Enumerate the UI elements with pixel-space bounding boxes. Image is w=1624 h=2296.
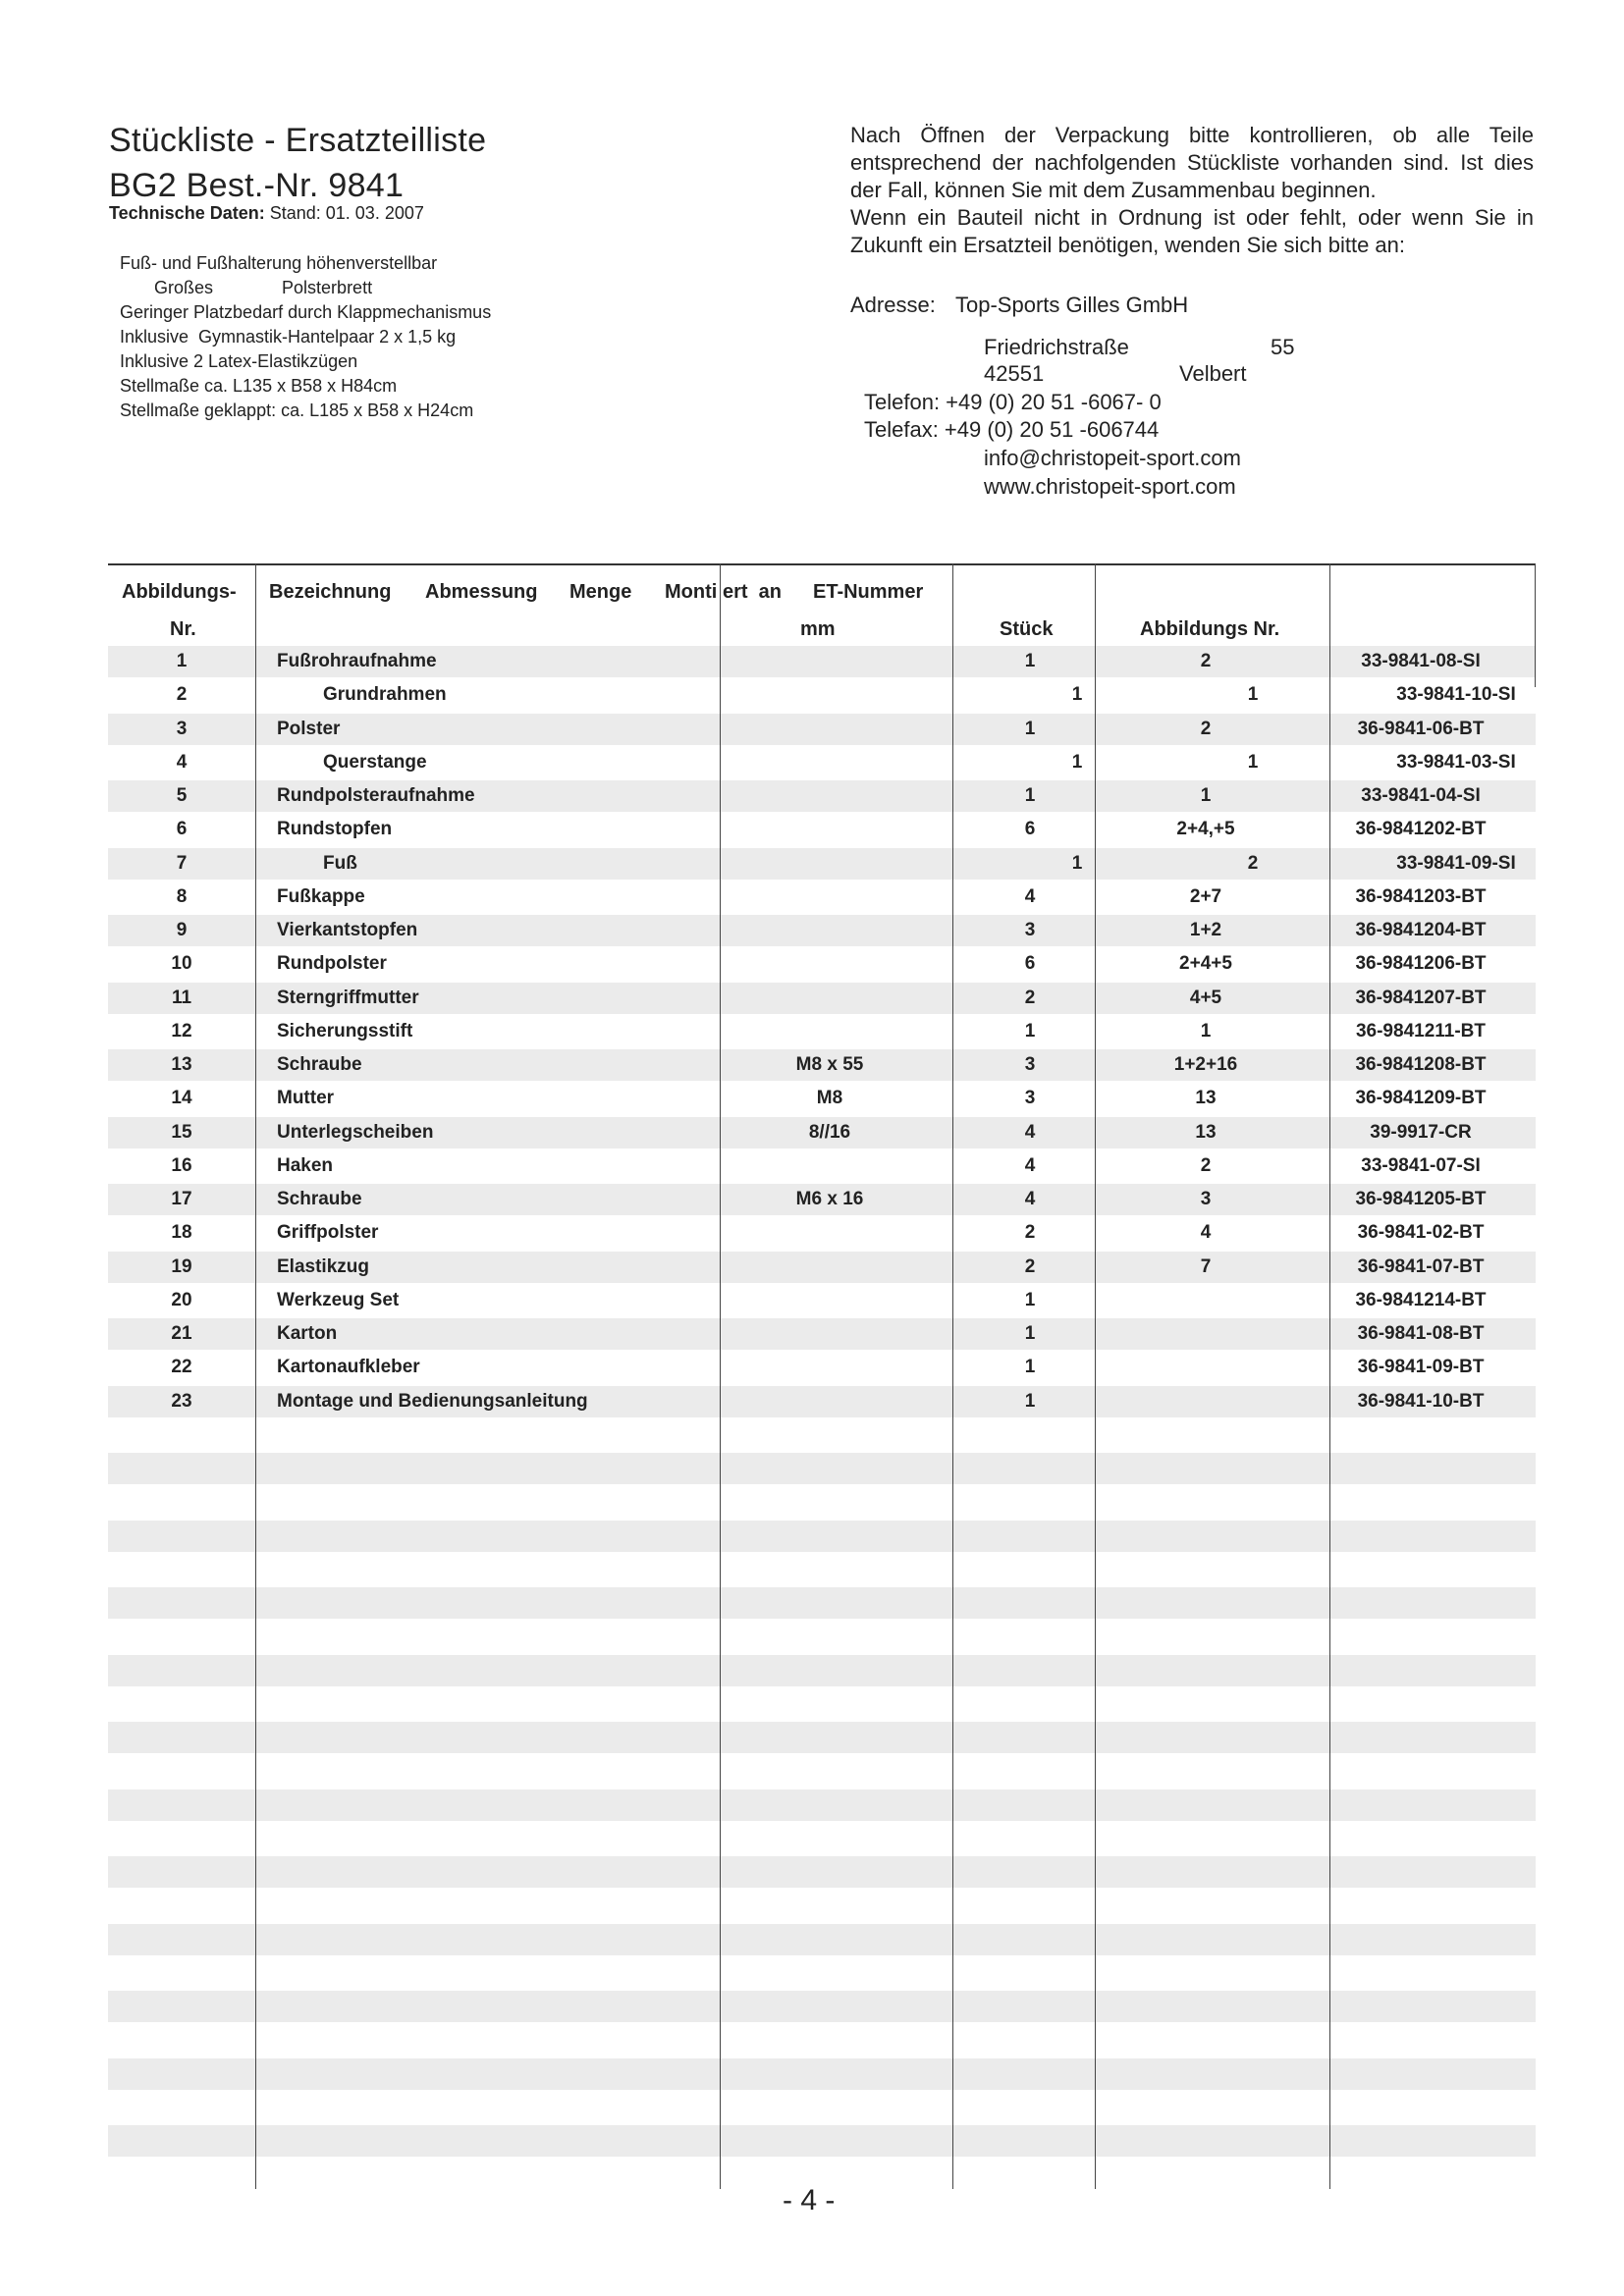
table-row [108, 1856, 1536, 1888]
header-abmessung: Abmessung [425, 581, 538, 603]
table-row [108, 915, 1536, 946]
spec-list [120, 251, 491, 423]
cell-name: Sterngriffmutter [277, 987, 419, 1008]
cell-quantity: 3 [1024, 1088, 1036, 1109]
cell-nr: 4 [176, 751, 188, 773]
cell-dimension [720, 814, 940, 845]
cell-mounted-at: 2 [1200, 1154, 1212, 1176]
cell-quantity: 2 [1024, 987, 1036, 1008]
cell-dimension [720, 1352, 940, 1383]
header-abbildungs-nr: Abbildungs Nr. [1140, 618, 1280, 640]
intro-paragraph-1: Nach Öffnen der Verpackung bitte kontrollieren, ob alle Teile entsprechend der nachfolgenden Stückliste vorhanden sind. Ist dies der Fall, können Sie mit dem Zusammenbau beginnen. [850, 123, 1534, 202]
table-top-rule [108, 563, 1536, 565]
header-stueck: Stück [1000, 618, 1054, 640]
cell-mounted-at: 1+2+16 [1173, 1054, 1238, 1075]
table-row [108, 983, 1536, 1014]
spec-item: Geringer Platzbedarf durch Klappmechanismus [120, 302, 492, 322]
cell-mounted-at: 3 [1200, 1189, 1212, 1209]
table-row [108, 1957, 1536, 1989]
cell-dimension [720, 1318, 940, 1350]
cell-dimension [720, 714, 940, 745]
cell-quantity: 4 [1024, 885, 1036, 907]
address-street: Friedrichstraße [984, 335, 1129, 359]
cell-nr: 17 [171, 1189, 192, 1209]
cell-dimension [720, 1252, 940, 1283]
cell-nr: 14 [171, 1088, 192, 1109]
cell-dimension [720, 780, 940, 812]
cell-dimension [720, 881, 940, 913]
cell-mounted-at: 4 [1200, 1222, 1212, 1244]
table-row [108, 1184, 1536, 1215]
intro-text [850, 122, 1534, 259]
cell-name: Grundrahmen [323, 684, 447, 706]
cell-nr: 13 [171, 1054, 192, 1075]
cell-nr: 23 [171, 1390, 192, 1412]
table-row [108, 1217, 1536, 1249]
cell-dimension [720, 1150, 940, 1182]
cell-et-number: 36-9841209-BT [1355, 1088, 1487, 1109]
cell-et-number: 36-9841214-BT [1355, 1289, 1487, 1310]
table-row [108, 1150, 1536, 1182]
cell-et-number: 36-9841-06-BT [1357, 718, 1485, 739]
table-row [108, 1016, 1536, 1047]
table-row [108, 1252, 1536, 1283]
address-email-link[interactable]: info@christopeit-sport.com [984, 446, 1241, 470]
cell-quantity: 4 [1024, 1121, 1036, 1143]
cell-nr: 1 [176, 651, 188, 671]
cell-dimension [720, 948, 940, 980]
cell-name: Querstange [323, 751, 427, 773]
cell-dimension: 8//16 [808, 1121, 851, 1143]
column-divider [952, 563, 953, 2189]
cell-et-number: 33-9841-10-SI [1396, 684, 1516, 706]
cell-name: Elastikzug [277, 1255, 369, 1277]
table-row [108, 1285, 1536, 1316]
product-subtitle: BG2 Best.-Nr. 9841 [109, 167, 405, 204]
cell-dimension [720, 646, 940, 677]
cell-name: Karton [277, 1323, 338, 1344]
cell-nr: 21 [171, 1323, 192, 1344]
cell-et-number: 36-9841207-BT [1355, 987, 1487, 1008]
table-row [108, 1419, 1536, 1451]
cell-name: Rundstopfen [277, 819, 393, 840]
page-number: - 4 - [783, 2184, 836, 2216]
table-row [108, 1890, 1536, 1921]
cell-et-number: 36-9841-10-BT [1357, 1390, 1485, 1412]
address-zip: 42551 [984, 361, 1045, 386]
header-et-nummer: ET-Nummer [813, 581, 924, 603]
cell-nr: 7 [176, 852, 188, 874]
table-row [108, 1823, 1536, 1854]
cell-quantity: 1 [1024, 785, 1036, 806]
parts-table [108, 563, 1536, 2189]
cell-dimension [720, 747, 940, 778]
cell-et-number: 36-9841205-BT [1355, 1189, 1487, 1209]
cell-mounted-at: 1 [1200, 1020, 1212, 1041]
cell-dimension [720, 679, 940, 711]
cell-name: Fuß [323, 852, 357, 874]
cell-et-number: 36-9841-09-BT [1357, 1357, 1485, 1378]
cell-quantity: 3 [1024, 920, 1036, 940]
table-row [108, 1755, 1536, 1787]
table-row [108, 2024, 1536, 2056]
address-phone[interactable]: Telefon: +49 (0) 20 51 -6067- 0 [864, 390, 1162, 414]
cell-mounted-at: 13 [1195, 1088, 1217, 1109]
cell-name: Griffpolster [277, 1222, 379, 1244]
header-nr: Nr. [170, 618, 196, 640]
cell-mounted-at: 1 [1247, 684, 1259, 706]
cell-quantity: 1 [1024, 1020, 1036, 1041]
cell-et-number: 36-9841204-BT [1355, 920, 1487, 940]
address-house-number: 55 [1271, 335, 1295, 359]
cell-mounted-at: 7 [1200, 1255, 1212, 1277]
spec-item: Stellmaße geklappt: ca. L185 x B58 x H24cm [120, 400, 474, 420]
spec-item: Stellmaße ca. L135 x B58 x H84cm [120, 376, 398, 396]
cell-mounted-at: 2+4,+5 [1176, 819, 1235, 840]
header-montiert-part2: ert an [723, 581, 783, 603]
cell-name: Polster [277, 718, 341, 739]
table-row [108, 848, 1536, 880]
cell-name: Vierkantstopfen [277, 920, 418, 940]
cell-nr: 15 [171, 1121, 192, 1143]
table-row [108, 747, 1536, 778]
table-row [108, 2092, 1536, 2123]
cell-mounted-at: 2+7 [1189, 885, 1222, 907]
column-divider [720, 563, 721, 2189]
table-row [108, 1722, 1536, 1753]
cell-nr: 16 [171, 1154, 192, 1176]
table-row [108, 780, 1536, 812]
table-row [108, 679, 1536, 711]
cell-dimension [720, 1217, 940, 1249]
cell-et-number: 36-9841208-BT [1355, 1054, 1487, 1075]
cell-dimension: M8 x 55 [795, 1054, 864, 1075]
cell-nr: 6 [176, 819, 188, 840]
cell-et-number: 36-9841-08-BT [1357, 1323, 1485, 1344]
cell-quantity: 1 [1071, 852, 1083, 874]
cell-et-number: 36-9841202-BT [1355, 819, 1487, 840]
table-row [108, 1554, 1536, 1585]
address-company: Top-Sports Gilles GmbH [955, 293, 1189, 317]
column-divider [1095, 563, 1096, 2189]
tech-data-line [109, 203, 424, 224]
cell-mounted-at [1100, 1386, 1312, 1417]
cell-mounted-at [1100, 1352, 1312, 1383]
header-mm: mm [800, 618, 836, 640]
cell-name: Unterlegscheiben [277, 1121, 434, 1143]
spec-item: Inklusive 2 Latex-Elastikzügen [120, 351, 358, 371]
cell-mounted-at [1100, 1285, 1312, 1316]
table-row [108, 1386, 1536, 1417]
table-row [108, 1318, 1536, 1350]
table-row [108, 2058, 1536, 2090]
cell-name: Montage und Bedienungsanleitung [277, 1390, 588, 1412]
table-row [108, 1991, 1536, 2022]
cell-nr: 9 [176, 920, 188, 940]
cell-et-number: 36-9841211-BT [1355, 1020, 1487, 1041]
cell-et-number: 36-9841206-BT [1355, 953, 1487, 975]
cell-nr: 18 [171, 1222, 192, 1244]
cell-et-number: 33-9841-04-SI [1361, 785, 1481, 806]
cell-quantity: 2 [1024, 1222, 1036, 1244]
column-divider [1329, 563, 1330, 2189]
cell-mounted-at: 2+4+5 [1179, 953, 1232, 975]
column-divider [255, 563, 256, 2189]
cell-quantity: 1 [1024, 1323, 1036, 1344]
cell-mounted-at [1100, 1318, 1312, 1350]
cell-name: Kartonaufkleber [277, 1357, 420, 1378]
address-fax: Telefax: +49 (0) 20 51 -606744 [864, 417, 1160, 442]
cell-quantity: 4 [1024, 1189, 1036, 1209]
table-row [108, 814, 1536, 845]
cell-et-number: 33-9841-03-SI [1396, 751, 1516, 773]
cell-nr: 11 [171, 987, 192, 1008]
cell-quantity: 6 [1024, 953, 1036, 975]
cell-nr: 3 [176, 718, 188, 739]
page-title: Stückliste - Ersatzteilliste [109, 122, 487, 159]
table-row [108, 1587, 1536, 1619]
cell-dimension: M6 x 16 [795, 1189, 864, 1209]
table-row [108, 1521, 1536, 1552]
cell-et-number: 33-9841-08-SI [1361, 651, 1481, 671]
address-city: Velbert [1179, 361, 1247, 386]
cell-nr: 19 [171, 1255, 192, 1277]
header-abbildungs: Abbildungs- [122, 581, 237, 603]
cell-name: Schraube [277, 1054, 362, 1075]
cell-mounted-at: 2 [1200, 718, 1212, 739]
cell-dimension [720, 1386, 940, 1417]
cell-quantity: 2 [1024, 1255, 1036, 1277]
cell-nr: 10 [171, 953, 192, 975]
cell-nr: 22 [171, 1357, 192, 1378]
cell-dimension [720, 1016, 940, 1047]
table-row [108, 1655, 1536, 1686]
cell-dimension [720, 1285, 940, 1316]
cell-mounted-at: 1+2 [1189, 920, 1222, 940]
table-row [108, 881, 1536, 913]
table-row [108, 1049, 1536, 1081]
table-row [108, 1117, 1536, 1148]
cell-quantity: 1 [1024, 718, 1036, 739]
cell-et-number: 39-9917-CR [1370, 1121, 1472, 1143]
intro-paragraph-2: Wenn ein Bauteil nicht in Ordnung ist oder fehlt, oder wenn Sie in Zukunft ein Ersatzteil benötigen, wenden Sie sich bitte an: [850, 205, 1534, 257]
cell-mounted-at: 1 [1200, 785, 1212, 806]
cell-quantity: 1 [1024, 1357, 1036, 1378]
cell-nr: 5 [176, 785, 188, 806]
cell-name: Mutter [277, 1088, 335, 1109]
cell-quantity: 6 [1024, 819, 1036, 840]
cell-et-number: 36-9841-02-BT [1357, 1222, 1485, 1244]
table-row [108, 1453, 1536, 1484]
cell-et-number: 36-9841203-BT [1355, 885, 1487, 907]
cell-quantity: 1 [1024, 651, 1036, 671]
spec-item: Fuß- und Fußhalterung höhenverstellbar [120, 253, 438, 273]
header-montiert-part1: Monti [665, 581, 718, 603]
cell-mounted-at: 2 [1200, 651, 1212, 671]
cell-name: Fußrohraufnahme [277, 651, 437, 671]
table-row [108, 714, 1536, 745]
table-row [108, 948, 1536, 980]
cell-name: Schraube [277, 1189, 362, 1209]
cell-dimension [720, 983, 940, 1014]
tech-data-label: Technische Daten: [109, 203, 265, 223]
table-row [108, 1486, 1536, 1518]
table-row [108, 1621, 1536, 1652]
table-row [108, 1924, 1536, 1955]
cell-dimension [720, 848, 940, 880]
cell-dimension [720, 915, 940, 946]
cell-name: Sicherungsstift [277, 1020, 413, 1041]
cell-name: Haken [277, 1154, 334, 1176]
cell-quantity: 1 [1071, 751, 1083, 773]
cell-nr: 8 [176, 885, 188, 907]
cell-quantity: 1 [1071, 684, 1083, 706]
cell-name: Rundpolster [277, 953, 387, 975]
cell-nr: 12 [171, 1020, 192, 1041]
cell-et-number: 33-9841-07-SI [1361, 1154, 1481, 1176]
table-row [108, 2125, 1536, 2157]
spec-item: Inklusive Gymnastik-Hantelpaar 2 x 1,5 kg [120, 327, 457, 347]
cell-name: Fußkappe [277, 885, 365, 907]
cell-mounted-at: 4+5 [1189, 987, 1222, 1008]
table-row [108, 1688, 1536, 1720]
table-row [108, 1352, 1536, 1383]
header-bezeichnung: Bezeichnung [269, 581, 392, 603]
cell-quantity: 4 [1024, 1154, 1036, 1176]
cell-nr: 20 [171, 1289, 192, 1310]
table-row [108, 646, 1536, 677]
table-row [108, 1083, 1536, 1114]
header-menge: Menge [569, 581, 632, 603]
cell-dimension: M8 [816, 1088, 843, 1109]
tech-data-date: Stand: 01. 03. 2007 [269, 203, 424, 223]
cell-et-number: 36-9841-07-BT [1357, 1255, 1485, 1277]
cell-nr: 2 [176, 684, 188, 706]
cell-mounted-at: 1 [1247, 751, 1259, 773]
cell-mounted-at: 13 [1195, 1121, 1217, 1143]
cell-mounted-at: 2 [1247, 852, 1259, 874]
table-row [108, 1789, 1536, 1821]
address-web-link[interactable]: www.christopeit-sport.com [984, 474, 1236, 499]
cell-name: Werkzeug Set [277, 1289, 400, 1310]
address-label: Adresse: [850, 293, 936, 317]
cell-quantity: 1 [1024, 1289, 1036, 1310]
spec-item: Großes Polsterbrett [120, 278, 373, 297]
cell-quantity: 1 [1024, 1390, 1036, 1412]
cell-et-number: 33-9841-09-SI [1396, 852, 1516, 874]
cell-name: Rundpolsteraufnahme [277, 785, 475, 806]
column-divider [1535, 563, 1536, 687]
cell-quantity: 3 [1024, 1054, 1036, 1075]
